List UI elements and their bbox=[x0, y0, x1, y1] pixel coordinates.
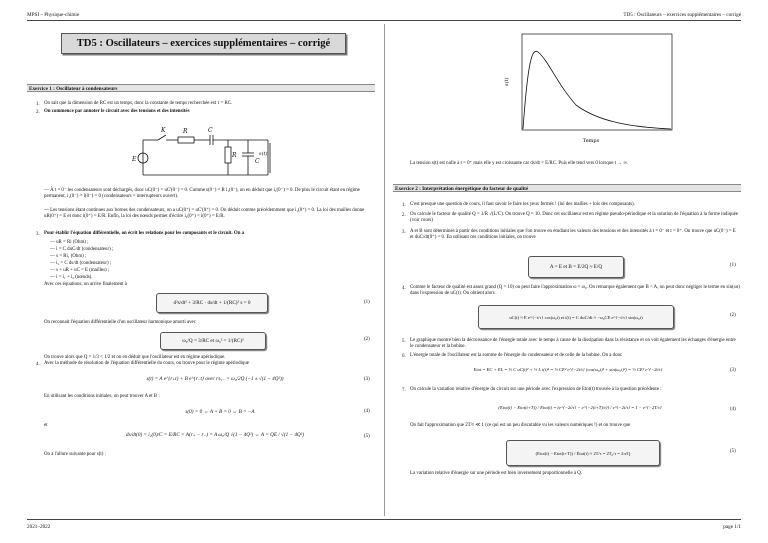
ex2-item-6: L'énergie totale de l'oscillateur est la somme de l'énergie du condensateur et de celle de la bobine. On a donc bbox=[410, 353, 623, 358]
equation-a-box bbox=[528, 256, 624, 278]
equation-1-number: (1) bbox=[364, 300, 370, 305]
circuit-label-r: R bbox=[183, 128, 188, 135]
header-rule bbox=[27, 20, 741, 21]
item-number: 3. bbox=[402, 230, 406, 235]
equation-4: s(0) = 0 ⇔ A + B = 0 ⇔ B = −A bbox=[185, 409, 255, 415]
ex1-item-4: Avec la méthode de résolution de l'équation différentielle du cours, on trouve pour le régime apériodique bbox=[44, 361, 249, 366]
equation-a: A = E et B = E/2Q ≈ E/Q bbox=[549, 264, 603, 270]
ex1-item-2: On commence par annoter le circuit avec des tensions et des intensités bbox=[44, 109, 190, 114]
circuit-label-e: E bbox=[132, 156, 137, 163]
ex1-last-line: On a l'allure suivante pour s(t) : bbox=[44, 452, 106, 457]
equation-b: uC(t) ≈ E e^{−t/τ} cos(ω₀t) et i(t) = C duC/dt ≈ −ω₀CE e^{−t/τ} sin(ω₀t) bbox=[509, 314, 643, 320]
item-number: 2. bbox=[402, 213, 406, 218]
ex2-item-1: C'est presque une question de cours, il faut savoir le faire les yeux fermés ! (loi des mailles + lois des composants). bbox=[410, 202, 635, 207]
equation-c: Etot = EC + EL = ½ C uC(t)² + ½ L i(t)² = ½ CE² e^{−2t/τ} (cos(ω₀t)² + sin(ω₀t)²) = ½ CE² e^{−2t/τ} bbox=[473, 367, 663, 372]
ex2-item-2: On calcule le facteur de qualité Q = 1/R √(L/C). On trouve Q = 10. Donc cet oscillateur est en régime pseudo-périodique et la solution de l'équation à la forme indiquée (voir cours) bbox=[410, 212, 738, 224]
exercise-2-heading: Exercice 2 : Interprétation énergétique du facteur de qualité bbox=[393, 184, 741, 192]
circuit-label-c-right: C bbox=[255, 158, 260, 165]
equation-5-number: (5) bbox=[364, 434, 370, 439]
circuit-label-s: s(t) bbox=[259, 151, 268, 157]
ex2-approx: On fait l'approximation que 2T/τ ≪ 1 (ce qui est un peu discutable vu les valeurs numériques !) et on trouve que bbox=[410, 423, 631, 428]
item-number: 6. bbox=[402, 354, 406, 359]
header-left: MPSI – Physique-chimie bbox=[27, 12, 80, 18]
ex1-after-relations: Avec ces équations, on arrive finalement à bbox=[44, 282, 127, 287]
item-number: 3. bbox=[36, 232, 40, 237]
document-title-box bbox=[61, 33, 346, 54]
ex2-item-4: Comme le facteur de qualité est assez grand (Q = 10) on peut faire l'approximation ω = ω₀. On remarque également que B < A, on peut donc négliger le terme en sin(ωt) dans l'expression de uC(t). On obtient alors bbox=[410, 285, 740, 297]
relation-1: — uR = Ri (Ohm) ; bbox=[50, 240, 89, 245]
equation-2-number: (2) bbox=[364, 337, 370, 342]
document-title: TD5 : Oscillateurs – exercices supplémentaires – corrigé bbox=[76, 38, 331, 49]
equation-a-number: (1) bbox=[730, 263, 736, 268]
equation-2: ω₀/Q = 3/RC et ω₀² = 1/(RC)² bbox=[182, 338, 244, 344]
graph-y-label: s(t) bbox=[504, 77, 510, 86]
exercise-1-heading: Exercice 1 : Oscillateur à condensateurs bbox=[27, 84, 375, 92]
relation-5: — s + uR + uC = E (mailles) ; bbox=[50, 268, 110, 273]
circuit-label-k: K bbox=[161, 127, 166, 134]
item-number: 4. bbox=[36, 362, 40, 367]
equation-3-number: (3) bbox=[364, 377, 370, 382]
ex2-item-5: Le graphique montre bien la décroissance de l'énergie totale avec le temps à cause de la dissipation dans la résistance et on voit également les échanges d'énergie entre le condensateur et la bobine. bbox=[410, 338, 736, 350]
equation-d-number: (4) bbox=[730, 407, 736, 412]
item-number: 2. bbox=[36, 110, 40, 115]
equation-e-number: (5) bbox=[730, 449, 736, 454]
ex1-item-1: On sait que la dimension de RC est un temps, donc la constante de temps recherchée est τ = RC. bbox=[44, 101, 233, 106]
item-number: 7. bbox=[402, 388, 406, 393]
equation-3: s(t) = A e^{r₊t} + B e^{r₋t} avec r±,₋ = ω₀/2Q (−1 ± √(1 − 4Q²)) bbox=[146, 376, 284, 382]
equation-2-box bbox=[160, 332, 266, 350]
ex1-recognize: On reconnait l'équation différentielle d'un oscillateur harmonique amorti avec bbox=[44, 320, 196, 325]
equation-1: d²s/dt² + 3/RC · ds/dt + 1/(RC)² s = 0 bbox=[173, 300, 251, 306]
equation-5: ds/dt(0) = i₂(0)/C = E/RC = A(r₊ − r₋) = A ω₀/Q √(1 − 4Q²) ⇔ A = QE / √(1 − 4Q²) bbox=[126, 432, 304, 438]
equation-c-number: (3) bbox=[730, 368, 736, 373]
relation-6: — i = i₁ + i₂ (nœuds). bbox=[50, 275, 93, 280]
ex1-ci-text: En utilisant les conditions initiales, on peut trouver A et B : bbox=[44, 394, 160, 399]
item-number: 5. bbox=[402, 339, 406, 344]
equation-b-box bbox=[478, 305, 674, 329]
ex1-et: et bbox=[44, 423, 48, 428]
header-right: TD5 : Oscillateurs – exercices supplémentaires – corrigé bbox=[623, 12, 741, 18]
equation-1-box bbox=[156, 293, 268, 313]
circuit-label-r-mid: R bbox=[232, 152, 237, 159]
ex1-bullet-2: — Les tensions étant continues aux bornes des condensateurs, on a uC(0⁺) = uC'(0⁺) = 0. On déduit comme précédemment que i₁(0⁺) = 0. La loi des mailles donne uR(0⁺) = E et donc i(0⁺) = E/R. Enfin, la loi des nœuds permet d'écrire i₂(0⁺) = i(0⁺) = E/R. bbox=[44, 208, 365, 220]
voltage-graph bbox=[496, 30, 676, 148]
footer-right: page 1/1 bbox=[723, 524, 741, 530]
column-divider bbox=[384, 24, 385, 516]
relation-3: — s = Ri₁ (Ohm) ; bbox=[50, 254, 87, 259]
graph-caption: La tension s(t) est nulle à t = 0⁺ mais elle y est croissante car ds/dt = E/RC. Puis elle tend vers 0 lorsque t → ∞. bbox=[410, 161, 629, 166]
equation-e-box bbox=[506, 440, 660, 466]
item-number: 1. bbox=[402, 203, 406, 208]
footer-rule bbox=[27, 519, 741, 520]
ex2-item-7: On calcule la variation relative d'énergie du circuit sur une période avec l'expression de Etot(t) trouvée à la question précédente : bbox=[410, 387, 662, 392]
s-of-t-curve bbox=[523, 51, 671, 129]
equation-d: (Etot(t) − Etot(t+T)) / Etot(t) = (e^{−2t/τ} − e^{−2(t+T)/τ}) / e^{−2t/τ} = 1 − e^{−2T/τ} bbox=[498, 405, 662, 410]
item-number: 4. bbox=[402, 286, 406, 291]
graph-x-label: Temps bbox=[582, 138, 600, 144]
rc-circuit-diagram bbox=[128, 125, 278, 185]
item-number: 1. bbox=[36, 102, 40, 107]
equation-b-number: (2) bbox=[730, 313, 736, 318]
ex1-after-eq2: On trouve alors que Q = 1/3 < 1/2 et on en déduit que l'oscillateur est en régime apériodique. bbox=[44, 355, 226, 360]
equation-e: (Etot(t) − Etot(t+T)) / Etot(t) ≈ 2T/τ = 2T₀/τ = 2π/Q bbox=[535, 450, 631, 456]
relation-4: — i₂ = C ds/dt (condensateur) ; bbox=[50, 261, 112, 266]
ex1-bullet-1: — À t = 0⁻ les condensateurs sont déchargés, donc uC(0⁻) = uC'(0⁻) = 0. Comme s(0⁻) = R i₁(0⁻), on en déduit que i₁(0⁻) = 0. De plus le circuit étant en régime permanent, i₁(0⁻) = i(0⁻) = 0 (condensateurs = interrupteurs ouvert). bbox=[44, 188, 360, 200]
ex1-item-3-intro: Pour établir l'équation différentielle, on écrit les relations pour les composants et le circuit. On a bbox=[44, 231, 245, 236]
footer-left: 2021–2022 bbox=[27, 524, 51, 530]
ex2-item-3: A et B sont déterminés à partir des conditions initiales que l'on trouve en étudiant les valeurs des tensions et des intensités à t = 0⁻ et t = 0⁺. On trouve que uC(0⁻) = E et duC/dt(0⁺) = 0. En utilisant ces conditions initiales, on trouve bbox=[410, 229, 736, 241]
relation-2: — i = C duC/dt (condensateur) ; bbox=[50, 247, 114, 252]
ex2-conclusion: La variation relative d'énergie sur une période est bien inversement proportionnelle à Q. bbox=[410, 471, 583, 476]
equation-4-number: (4) bbox=[364, 409, 370, 414]
circuit-label-c: C bbox=[208, 127, 213, 134]
